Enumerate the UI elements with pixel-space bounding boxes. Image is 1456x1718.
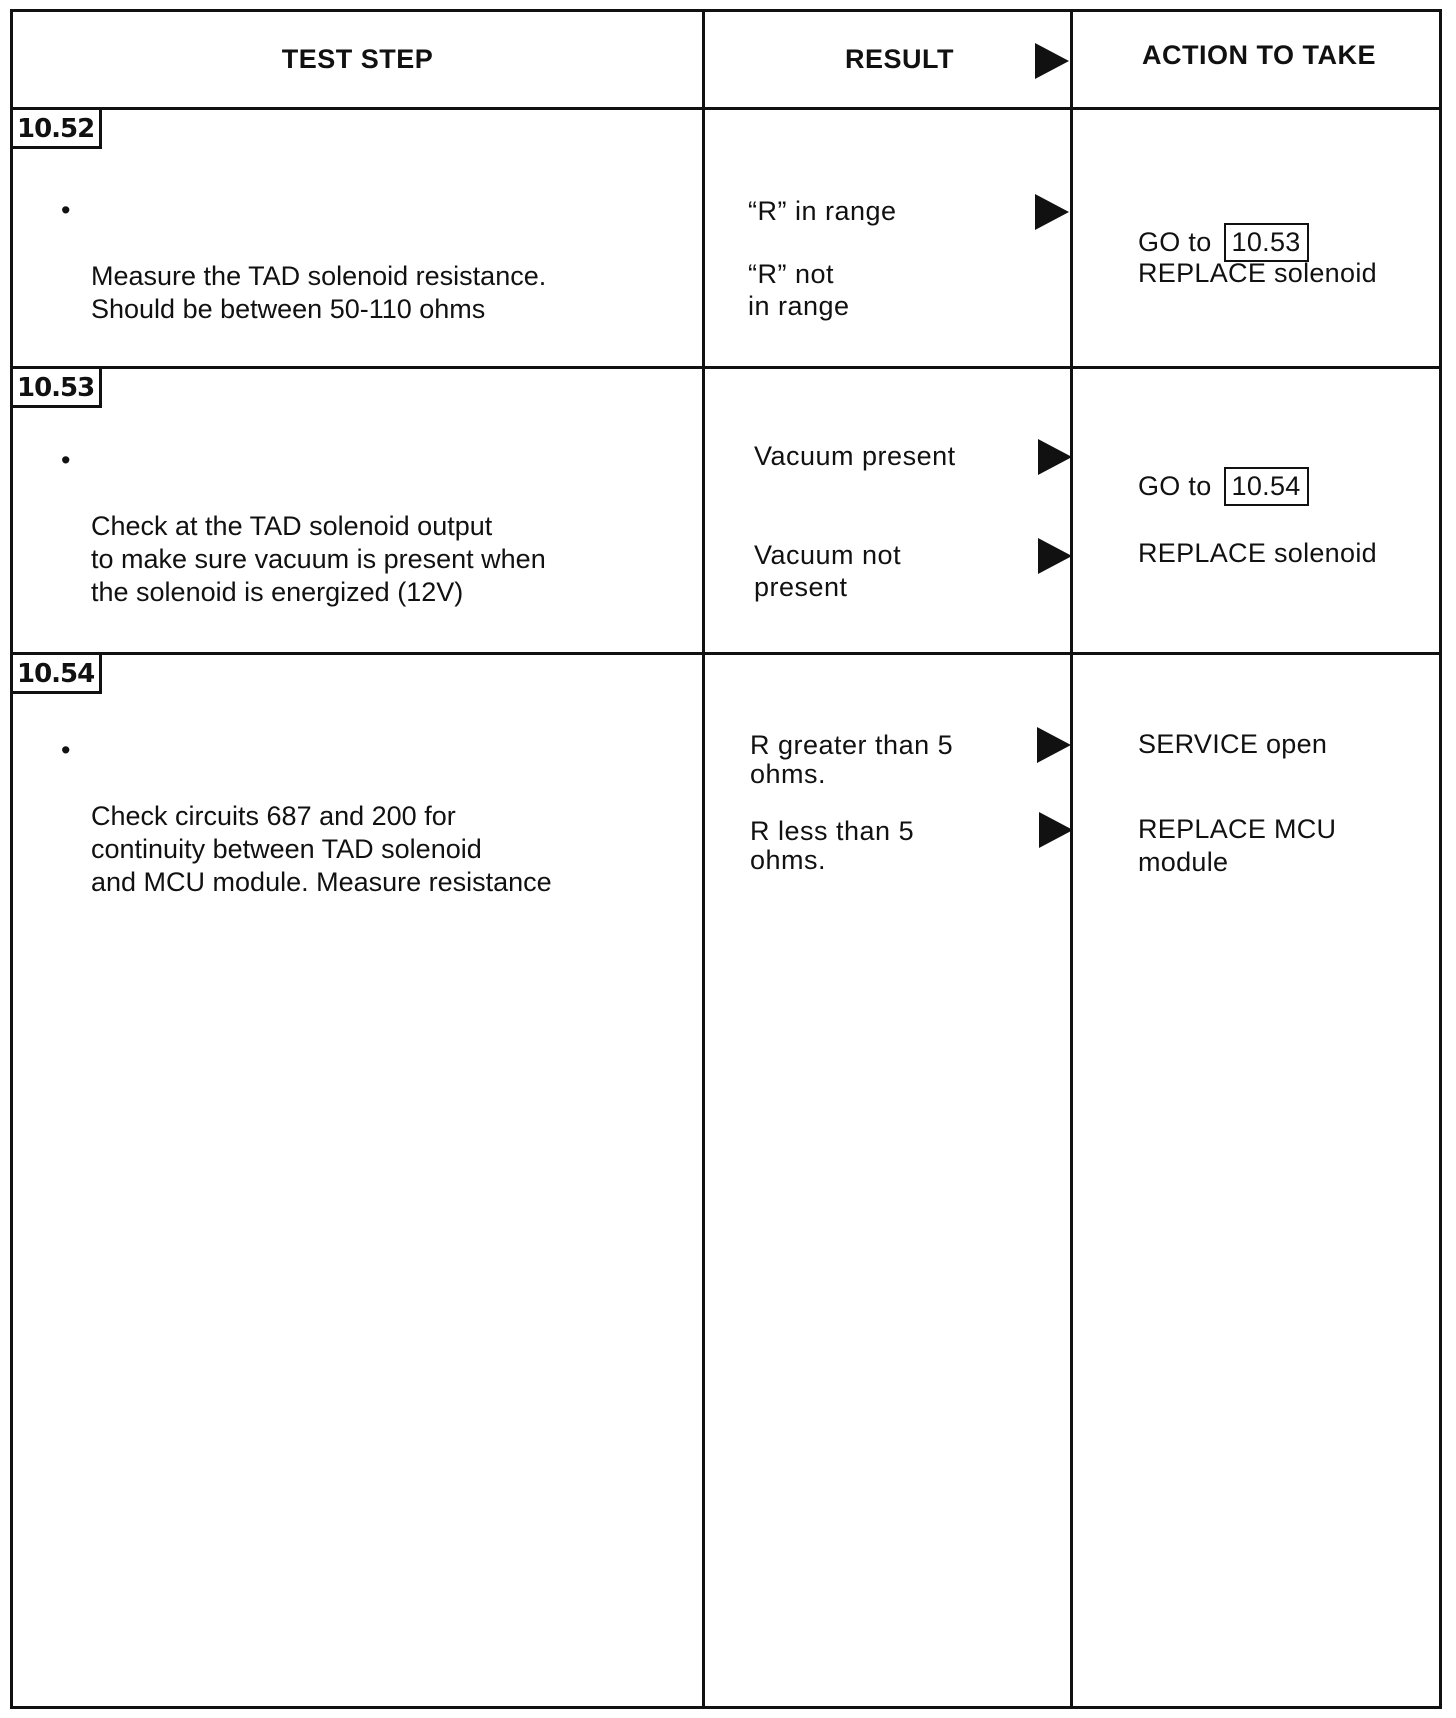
diagnostic-table bbox=[10, 9, 1442, 1709]
bullet-icon: • bbox=[61, 445, 71, 475]
step-number: 10.54 bbox=[13, 655, 102, 694]
bullet-icon: • bbox=[61, 735, 71, 765]
bullet-icon: • bbox=[61, 195, 71, 225]
step-instruction bbox=[61, 444, 546, 609]
header-test-step: TEST STEP bbox=[281, 44, 434, 74]
column-divider bbox=[1070, 12, 1073, 1706]
action-item bbox=[1138, 190, 1309, 262]
result-item: Vacuum not present bbox=[754, 540, 902, 602]
result-arrow-icon bbox=[1037, 727, 1071, 763]
result-arrow-icon bbox=[1038, 538, 1072, 574]
result-item: Vacuum present bbox=[754, 441, 956, 471]
step-instruction-text: Check circuits 687 and 200 for continuity between TAD solenoid and MCU module. Measure resistance bbox=[91, 801, 552, 897]
header-action: ACTION TO TAKE bbox=[1142, 40, 1376, 70]
action-goto-label: GO to bbox=[1138, 471, 1212, 501]
step-instruction-text: Measure the TAD solenoid resistance. Should be between 50-110 ohms bbox=[91, 261, 547, 324]
result-arrow-icon bbox=[1035, 194, 1069, 230]
result-item: R less than 5 ohms. bbox=[750, 816, 915, 875]
result-arrow-icon bbox=[1035, 43, 1069, 79]
header-result: RESULT bbox=[845, 44, 954, 74]
result-item: R greater than 5 ohms. bbox=[750, 730, 954, 789]
goto-step-reference: 10.53 bbox=[1224, 223, 1309, 262]
result-arrow-icon bbox=[1038, 439, 1072, 475]
step-instruction bbox=[61, 734, 552, 899]
step-number: 10.52 bbox=[13, 110, 102, 149]
row-divider bbox=[13, 366, 1439, 369]
action-item: REPLACE solenoid bbox=[1138, 538, 1377, 568]
step-number: 10.53 bbox=[13, 369, 102, 408]
action-goto-label: GO to bbox=[1138, 227, 1212, 257]
result-arrow-icon bbox=[1039, 812, 1073, 848]
row-divider bbox=[13, 107, 1439, 110]
step-instruction-text: Check at the TAD solenoid output to make sure vacuum is present when the solenoid is energized (12V) bbox=[91, 511, 546, 607]
action-item bbox=[1138, 434, 1309, 506]
action-item: REPLACE MCU module bbox=[1138, 814, 1337, 877]
step-instruction bbox=[61, 194, 546, 326]
goto-step-reference: 10.54 bbox=[1224, 467, 1309, 506]
result-item: “R” not in range bbox=[748, 259, 850, 321]
column-divider bbox=[702, 12, 705, 1706]
action-item: SERVICE open bbox=[1138, 729, 1328, 759]
row-divider bbox=[13, 652, 1439, 655]
action-item: REPLACE solenoid bbox=[1138, 258, 1377, 288]
result-item: “R” in range bbox=[748, 196, 897, 226]
